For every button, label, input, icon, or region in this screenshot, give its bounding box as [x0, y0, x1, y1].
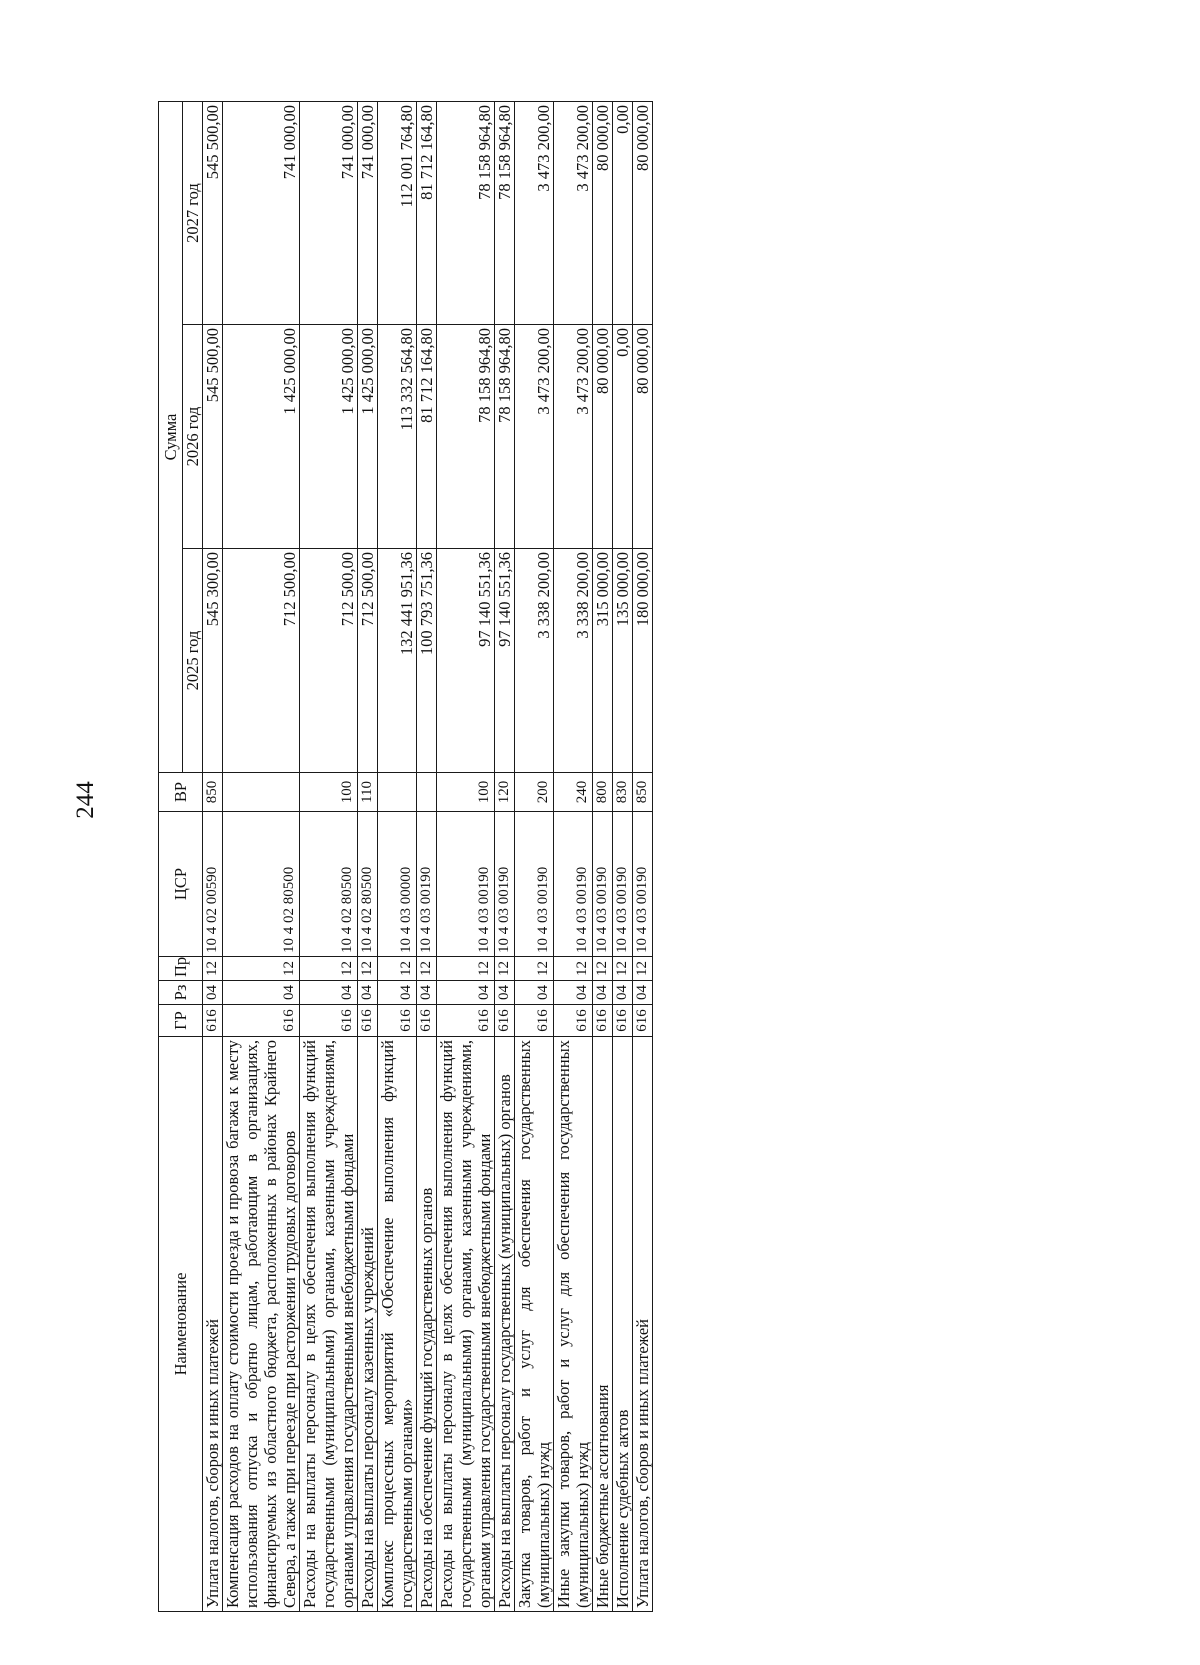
row-rz: 04: [378, 981, 417, 1005]
row-pr: 12: [378, 957, 417, 981]
row-csr: 10 4 03 00190: [515, 812, 554, 957]
row-gr: 616: [613, 1005, 633, 1037]
header-vr: ВР: [159, 773, 203, 812]
row-2025: 97 140 551,36: [495, 549, 515, 773]
row-pr: 12: [417, 957, 437, 981]
header-2027: 2027 год: [183, 101, 203, 324]
row-2027: 545 500,00: [203, 101, 223, 324]
row-csr: 10 4 02 00590: [203, 812, 223, 957]
row-gr: 616: [593, 1005, 613, 1037]
row-name: Иные бюджетные ассигнования: [593, 1037, 613, 1612]
row-2025: 97 140 551,36: [437, 549, 495, 773]
row-vr: 850: [203, 773, 223, 812]
row-gr: 616: [378, 1005, 417, 1037]
table-row: [515, 101, 554, 1611]
row-pr: 12: [300, 957, 358, 981]
row-2027: 81 712 164,80: [417, 101, 437, 324]
row-gr: 616: [437, 1005, 495, 1037]
header-sum: Сумма: [159, 101, 183, 772]
row-vr: [417, 773, 437, 812]
row-rz: 04: [358, 981, 378, 1005]
row-rz: 04: [300, 981, 358, 1005]
row-rz: 04: [593, 981, 613, 1005]
row-2025: 100 793 751,36: [417, 549, 437, 773]
row-2027: 741 000,00: [223, 101, 300, 324]
row-gr: 616: [495, 1005, 515, 1037]
row-gr: 616: [554, 1005, 593, 1037]
row-2025: 132 441 951,36: [378, 549, 417, 773]
table-row: [554, 101, 593, 1611]
table-row: [593, 101, 613, 1611]
row-csr: 10 4 03 00190: [554, 812, 593, 957]
row-pr: 12: [554, 957, 593, 981]
row-csr: 10 4 03 00190: [417, 812, 437, 957]
row-2027: 78 158 964,80: [495, 101, 515, 324]
row-2025: 712 500,00: [300, 549, 358, 773]
row-2026: 1 425 000,00: [358, 325, 378, 549]
row-pr: 12: [437, 957, 495, 981]
row-rz: 04: [417, 981, 437, 1005]
row-rz: 04: [515, 981, 554, 1005]
row-csr: 10 4 03 00190: [437, 812, 495, 957]
row-rz: 04: [203, 981, 223, 1005]
row-2026: 545 500,00: [203, 325, 223, 549]
row-2026: 78 158 964,80: [437, 325, 495, 549]
row-csr: 10 4 03 00190: [613, 812, 633, 957]
row-csr: 10 4 03 00190: [495, 812, 515, 957]
row-vr: [223, 773, 300, 812]
row-pr: 12: [633, 957, 653, 981]
row-pr: 12: [613, 957, 633, 981]
row-pr: 12: [593, 957, 613, 981]
row-rz: 04: [223, 981, 300, 1005]
row-name: Иные закупки товаров, работ и услуг для обеспечения государственных (муниципальных) нужд: [554, 1037, 593, 1612]
row-name: Расходы на выплаты персоналу государственных (муниципальных) органов: [495, 1037, 515, 1612]
row-pr: 12: [223, 957, 300, 981]
header-2025: 2025 год: [183, 549, 203, 773]
table-row: [417, 101, 437, 1611]
row-vr: 240: [554, 773, 593, 812]
table-row: [613, 101, 633, 1611]
row-gr: 616: [300, 1005, 358, 1037]
row-vr: 110: [358, 773, 378, 812]
row-2025: 712 500,00: [358, 549, 378, 773]
row-rz: 04: [495, 981, 515, 1005]
row-rz: 04: [633, 981, 653, 1005]
row-name: Расходы на выплаты персоналу в целях обеспечения выполнения функций государственными (муниципальными) органами, казенными учреждениями, органами управления государственными внебюджетными фондами: [300, 1037, 358, 1612]
row-vr: 800: [593, 773, 613, 812]
row-name: Расходы на обеспечение функций государственных органов: [417, 1037, 437, 1612]
row-vr: 830: [613, 773, 633, 812]
row-gr: 616: [633, 1005, 653, 1037]
row-gr: 616: [515, 1005, 554, 1037]
row-2026: 80 000,00: [633, 325, 653, 549]
header-csr: ЦСР: [159, 812, 203, 957]
table-row: [437, 101, 495, 1611]
row-name: Компенсация расходов на оплату стоимости проезда и провоза багажа к месту использования отпуска и обратно лицам, работающим в организациях, финансируемых из областного бюджета, расположенных в районах Крайнего Севера, а также при переезде при расторжении трудовых договоров: [223, 1037, 300, 1612]
row-vr: 100: [437, 773, 495, 812]
header-gr: ГР: [159, 1005, 203, 1037]
row-gr: 616: [223, 1005, 300, 1037]
row-pr: 12: [358, 957, 378, 981]
table-row: [358, 101, 378, 1611]
row-csr: 10 4 02 80500: [358, 812, 378, 957]
header-pr: Пр: [159, 957, 203, 981]
header-rz: Рз: [159, 981, 203, 1005]
row-pr: 12: [515, 957, 554, 981]
row-2026: 81 712 164,80: [417, 325, 437, 549]
row-name: Уплата налогов, сборов и иных платежей: [633, 1037, 653, 1612]
row-name: Исполнение судебных актов: [613, 1037, 633, 1612]
row-2026: 1 425 000,00: [223, 325, 300, 549]
rotated-table-container: [158, 102, 1063, 1612]
row-gr: 616: [417, 1005, 437, 1037]
table-row: [495, 101, 515, 1611]
row-name: Расходы на выплаты персоналу в целях обеспечения выполнения функций государственными (муниципальными) органами, казенными учреждениями, органами управления государственными внебюджетными фондами: [437, 1037, 495, 1612]
page-number: 244: [72, 781, 99, 819]
row-2026: 0,00: [613, 325, 633, 549]
row-vr: 120: [495, 773, 515, 812]
row-2027: 80 000,00: [593, 101, 613, 324]
row-csr: 10 4 02 80500: [223, 812, 300, 957]
row-2025: 180 000,00: [633, 549, 653, 773]
row-2026: 3 473 200,00: [554, 325, 593, 549]
row-vr: 850: [633, 773, 653, 812]
row-gr: 616: [358, 1005, 378, 1037]
row-2027: 3 473 200,00: [515, 101, 554, 324]
row-2025: 712 500,00: [223, 549, 300, 773]
row-name: Расходы на выплаты персоналу казенных учреждений: [358, 1037, 378, 1612]
row-2027: 112 001 764,80: [378, 101, 417, 324]
row-2027: 3 473 200,00: [554, 101, 593, 324]
row-2026: 1 425 000,00: [300, 325, 358, 549]
row-pr: 12: [203, 957, 223, 981]
row-rz: 04: [554, 981, 593, 1005]
row-2027: 741 000,00: [300, 101, 358, 324]
table-row: [378, 101, 417, 1611]
row-2025: 3 338 200,00: [554, 549, 593, 773]
row-2027: 78 158 964,80: [437, 101, 495, 324]
row-gr: 616: [203, 1005, 223, 1037]
row-pr: 12: [495, 957, 515, 981]
row-2025: 545 300,00: [203, 549, 223, 773]
row-csr: 10 4 03 00190: [633, 812, 653, 957]
header-2026: 2026 год: [183, 325, 203, 549]
table-row: [203, 101, 223, 1611]
table-row: [300, 101, 358, 1611]
row-csr: 10 4 03 00000: [378, 812, 417, 957]
row-2026: 113 332 564,80: [378, 325, 417, 549]
row-2027: 0,00: [613, 101, 633, 324]
row-2025: 315 000,00: [593, 549, 613, 773]
row-vr: 100: [300, 773, 358, 812]
row-rz: 04: [613, 981, 633, 1005]
table-row: [223, 101, 300, 1611]
header-name: Наименование: [159, 1037, 203, 1612]
row-csr: 10 4 03 00190: [593, 812, 613, 957]
budget-table: [158, 101, 653, 1612]
row-name: Закупка товаров, работ и услуг для обеспечения государственных (муниципальных) нужд: [515, 1037, 554, 1612]
row-2025: 3 338 200,00: [515, 549, 554, 773]
row-name: Комплекс процессных мероприятий «Обеспечение выполнения функций государственными органами»: [378, 1037, 417, 1612]
row-name: Уплата налогов, сборов и иных платежей: [203, 1037, 223, 1612]
row-2026: 80 000,00: [593, 325, 613, 549]
row-2025: 135 000,00: [613, 549, 633, 773]
row-vr: [378, 773, 417, 812]
table-row: [633, 101, 653, 1611]
row-2027: 741 000,00: [358, 101, 378, 324]
row-2026: 3 473 200,00: [515, 325, 554, 549]
row-2026: 78 158 964,80: [495, 325, 515, 549]
row-vr: 200: [515, 773, 554, 812]
row-csr: 10 4 02 80500: [300, 812, 358, 957]
row-2027: 80 000,00: [633, 101, 653, 324]
row-rz: 04: [437, 981, 495, 1005]
